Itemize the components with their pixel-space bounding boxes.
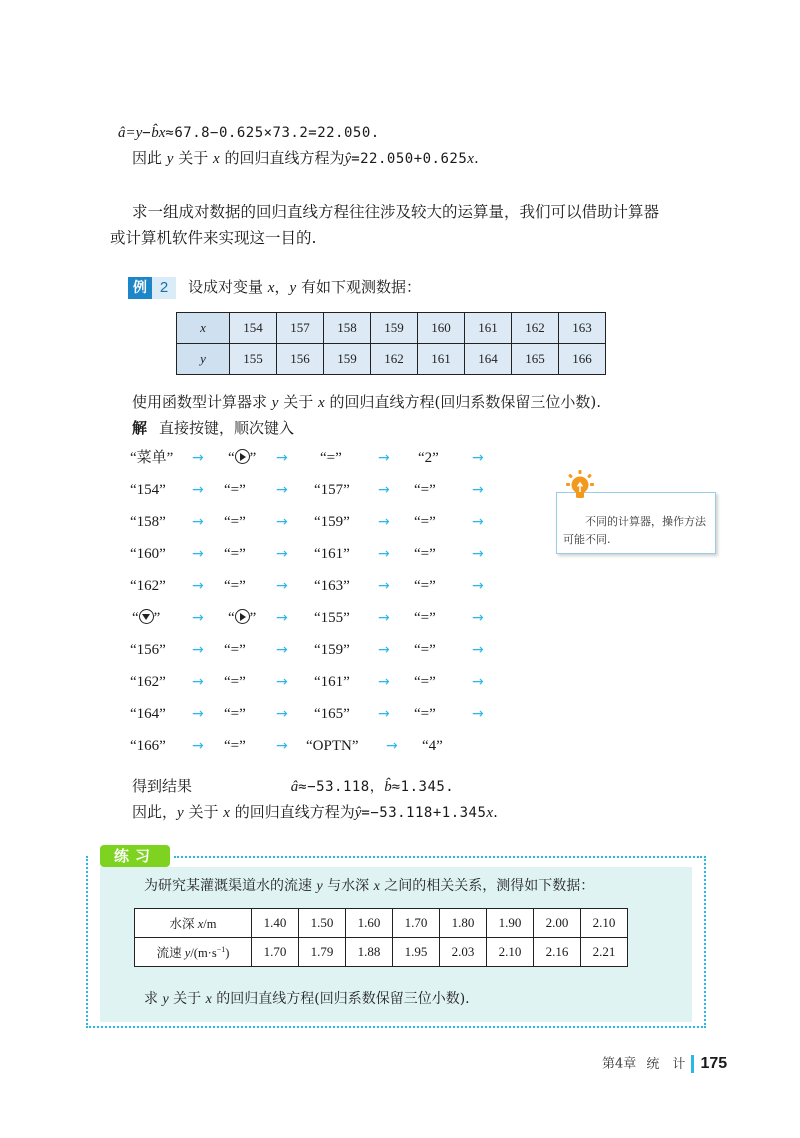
quote: ” [153, 610, 161, 626]
key: “=” [224, 642, 246, 658]
chapter-title: 统 计 [646, 1056, 686, 1072]
key: “158” [130, 514, 166, 530]
regression-conclusion-1 [132, 148, 479, 169]
text: 设成对变量 [188, 278, 264, 296]
header-x: x [177, 313, 230, 344]
a-hat-value: ≈67.8−0.625×73.2=22.050. [165, 125, 380, 141]
arrow-icon: → [276, 514, 288, 530]
var-y: y [166, 151, 174, 167]
cell-y: 166 [559, 344, 606, 375]
key: “161” [314, 546, 350, 562]
text: 流速 [156, 946, 182, 960]
cell-x: 157 [277, 313, 324, 344]
arrow-icon: → [472, 514, 484, 530]
cell-x: 154 [230, 313, 277, 344]
cell-speed: 1.70 [252, 938, 299, 967]
cell-y: 165 [512, 344, 559, 375]
arrow-icon: → [276, 546, 288, 562]
cell-speed: 2.21 [581, 938, 628, 967]
y-hat: ŷ [344, 151, 352, 167]
table-row-speed [135, 938, 628, 967]
var-x: x [223, 805, 230, 821]
key: “154” [130, 482, 166, 498]
text: 关于 [283, 393, 314, 411]
arrow-icon: → [276, 578, 288, 594]
arrow-icon: → [192, 674, 204, 690]
key: “157” [314, 482, 350, 498]
y-bar: y [135, 125, 143, 141]
var-x: x [197, 917, 204, 931]
side-note-text: 不同的计算器，操作方法可能不同. [563, 515, 706, 546]
arrow-icon: → [472, 610, 484, 626]
key-right-circle [228, 608, 256, 628]
key: “OPTN” [306, 738, 359, 754]
exercise-task [144, 989, 470, 1010]
key: “162” [130, 674, 166, 690]
minus: − [142, 125, 152, 141]
play-right-icon [235, 449, 250, 464]
a-hat-formula [118, 122, 380, 143]
quote: ” [249, 450, 257, 466]
arrow-icon: → [472, 578, 484, 594]
cell-y: 155 [230, 344, 277, 375]
text: 的回归直线方程(回归系数保留三位小数). [216, 991, 470, 1007]
table-row-y [177, 344, 606, 375]
cell-depth: 2.10 [581, 909, 628, 938]
key: “=” [224, 674, 246, 690]
example-label [128, 277, 176, 299]
play-down-icon [139, 609, 154, 624]
example-word: 例 [128, 277, 152, 299]
key: “166” [130, 738, 166, 754]
text: 与水深 [327, 878, 370, 894]
cell-depth: 2.00 [534, 909, 581, 938]
text: 的回归直线方程为 [234, 803, 355, 821]
key: “菜单” [130, 450, 174, 466]
key: “=” [224, 578, 246, 594]
exercise-intro [144, 876, 594, 897]
table-row-x [177, 313, 606, 344]
text: 关于 [178, 149, 209, 167]
arrow-icon: → [276, 706, 288, 722]
arrow-icon: → [378, 546, 390, 562]
cell-x: 158 [324, 313, 371, 344]
cell-depth: 1.80 [440, 909, 487, 938]
result [132, 776, 454, 797]
header-speed [135, 938, 252, 967]
solution-label: 解 [132, 419, 148, 437]
arrow-icon: → [378, 610, 390, 626]
key: “=” [414, 642, 436, 658]
b-value: ≈1.345. [391, 779, 455, 795]
cell-x: 162 [512, 313, 559, 344]
lightbulb-icon [564, 470, 596, 504]
key: “160” [130, 546, 166, 562]
cell-y: 162 [371, 344, 418, 375]
var-x: x [213, 151, 220, 167]
cell-speed: 2.10 [487, 938, 534, 967]
arrow-icon: → [472, 546, 484, 562]
exercise-box [86, 847, 706, 1030]
equation-value: =−53.118+1.345 [361, 805, 487, 821]
key: “2” [418, 450, 439, 466]
arrow-icon: → [192, 450, 204, 466]
var-x: x [467, 151, 474, 167]
key: “=” [414, 578, 436, 594]
arrow-icon: → [472, 482, 484, 498]
quote: “ [228, 610, 235, 626]
text: 求 [144, 991, 158, 1007]
arrow-icon: → [192, 578, 204, 594]
arrow-icon: → [192, 514, 204, 530]
exercise-tag: 练习 [100, 845, 170, 867]
key: “=” [414, 546, 436, 562]
key: “=” [414, 482, 436, 498]
period: . [473, 149, 479, 167]
quote: ” [249, 610, 257, 626]
text: 关于 [173, 991, 202, 1007]
example-number: 2 [152, 277, 176, 299]
arrow-icon: → [378, 578, 390, 594]
text: 关于 [188, 803, 219, 821]
var-x: x [205, 992, 212, 1007]
var-y: y [289, 280, 297, 296]
cell-x: 161 [465, 313, 512, 344]
key: “155” [314, 610, 350, 626]
cell-speed: 2.03 [440, 938, 487, 967]
arrow-icon: → [472, 706, 484, 722]
key: “=” [224, 514, 246, 530]
exercise-border-top [174, 856, 702, 858]
cell-depth: 1.90 [487, 909, 534, 938]
key: “163” [314, 578, 350, 594]
key: “=” [414, 610, 436, 626]
paragraph-line-2: 或计算机软件来实现这一目的. [110, 229, 317, 247]
cell-y: 156 [277, 344, 324, 375]
cell-depth: 1.50 [299, 909, 346, 938]
var-y: y [316, 879, 323, 894]
text: 因此， [132, 803, 178, 821]
text: 的回归直线方程为 [224, 149, 345, 167]
cell-speed: 1.88 [346, 938, 393, 967]
var-y: y [177, 805, 184, 821]
arrow-icon: → [192, 642, 204, 658]
result-conclusion [132, 802, 498, 823]
text: 直接按键，顺次键入 [159, 419, 295, 437]
arrow-icon: → [276, 642, 288, 658]
key: “159” [314, 514, 350, 530]
key: “156” [130, 642, 166, 658]
quote: “ [132, 610, 139, 626]
arrow-icon: → [276, 674, 288, 690]
quote: “ [228, 450, 235, 466]
cell-depth: 1.40 [252, 909, 299, 938]
var-y: y [162, 992, 169, 1007]
header-depth [135, 909, 252, 938]
period: . [493, 803, 498, 821]
arrow-icon: → [276, 450, 288, 466]
text: 因此 [132, 149, 163, 167]
y-hat: ŷ [354, 805, 362, 821]
a-hat: â [290, 779, 299, 795]
arrow-icon: → [276, 610, 288, 626]
text: 有如下观测数据： [300, 278, 421, 296]
arrow-icon: → [192, 482, 204, 498]
arrow-icon: → [378, 482, 390, 498]
page-number: 175 [700, 1055, 728, 1072]
key: “=” [224, 738, 246, 754]
chapter-label: 第4章 [602, 1056, 637, 1072]
var-y: y [184, 946, 191, 960]
footer-divider [691, 1055, 694, 1073]
var-x: x [486, 805, 494, 821]
table-row-depth [135, 909, 628, 938]
key: “=” [320, 450, 342, 466]
key: “162” [130, 578, 166, 594]
arrow-icon: → [276, 738, 288, 754]
header-y: y [177, 344, 230, 375]
key-down-circle [132, 608, 160, 628]
key: “165” [314, 706, 350, 722]
key: “161” [314, 674, 350, 690]
observation-table [176, 312, 606, 375]
arrow-icon: → [386, 738, 398, 754]
key: “=” [414, 674, 436, 690]
arrow-icon: → [378, 642, 390, 658]
text: 的回归直线方程(回归系数保留三位小数). [329, 393, 601, 411]
result-label: 得到结果 [132, 777, 193, 795]
arrow-icon: → [378, 450, 390, 466]
var-x: x [373, 879, 380, 894]
key-right-circle [228, 448, 256, 468]
arrow-icon: → [192, 546, 204, 562]
cell-y: 159 [324, 344, 371, 375]
arrow-icon: → [192, 706, 204, 722]
key: “=” [414, 514, 436, 530]
page-footer [602, 1055, 727, 1074]
comma: ， [274, 278, 290, 296]
cell-speed: 1.79 [299, 938, 346, 967]
arrow-icon: → [472, 450, 484, 466]
b-hat: b̂ [384, 779, 392, 795]
key: “159” [314, 642, 350, 658]
equation-value: =22.050+0.625 [351, 151, 468, 167]
var-x: x [318, 395, 325, 411]
text: 之间的相关关系，测得如下数据： [384, 878, 595, 894]
arrow-icon: → [192, 738, 204, 754]
exercise-table [134, 908, 628, 967]
paragraph-line-1: 求一组成对数据的回归直线方程往往涉及较大的运算量，我们可以借助计算器 [132, 203, 660, 221]
key: “=” [224, 546, 246, 562]
play-right-icon [235, 609, 250, 624]
arrow-icon: → [472, 674, 484, 690]
question [132, 392, 601, 413]
cell-speed: 1.95 [393, 938, 440, 967]
text: 水深 [169, 917, 195, 931]
key: “=” [224, 482, 246, 498]
text: 为研究某灌溉渠道水的流速 [144, 878, 312, 894]
key: “4” [422, 738, 443, 754]
cell-depth: 1.60 [346, 909, 393, 938]
key: “=” [224, 706, 246, 722]
arrow-icon: → [192, 610, 204, 626]
cell-x: 160 [418, 313, 465, 344]
var-y: y [271, 395, 279, 411]
key: “=” [414, 706, 436, 722]
unit: /m [203, 917, 217, 931]
arrow-icon: → [276, 482, 288, 498]
cell-depth: 1.70 [393, 909, 440, 938]
key: “164” [130, 706, 166, 722]
cell-x: 159 [371, 313, 418, 344]
var-x: x [267, 280, 275, 296]
cell-x: 163 [559, 313, 606, 344]
cell-speed: 2.16 [534, 938, 581, 967]
arrow-icon: → [378, 706, 390, 722]
example-heading [128, 277, 421, 299]
unit-close: ) [225, 946, 230, 960]
arrow-icon: → [378, 674, 390, 690]
b-hat-x: b̂x [151, 125, 166, 141]
text: 使用函数型计算器求 [132, 393, 268, 411]
cell-y: 161 [418, 344, 465, 375]
a-value: ≈−53.118， [298, 779, 385, 795]
unit: /(m·s [190, 946, 217, 960]
arrow-icon: → [472, 642, 484, 658]
cell-y: 164 [465, 344, 512, 375]
a-hat-symbol: â= [118, 125, 136, 141]
arrow-icon: → [378, 514, 390, 530]
unit-exponent: −1 [216, 944, 226, 954]
solution-intro [132, 418, 294, 438]
